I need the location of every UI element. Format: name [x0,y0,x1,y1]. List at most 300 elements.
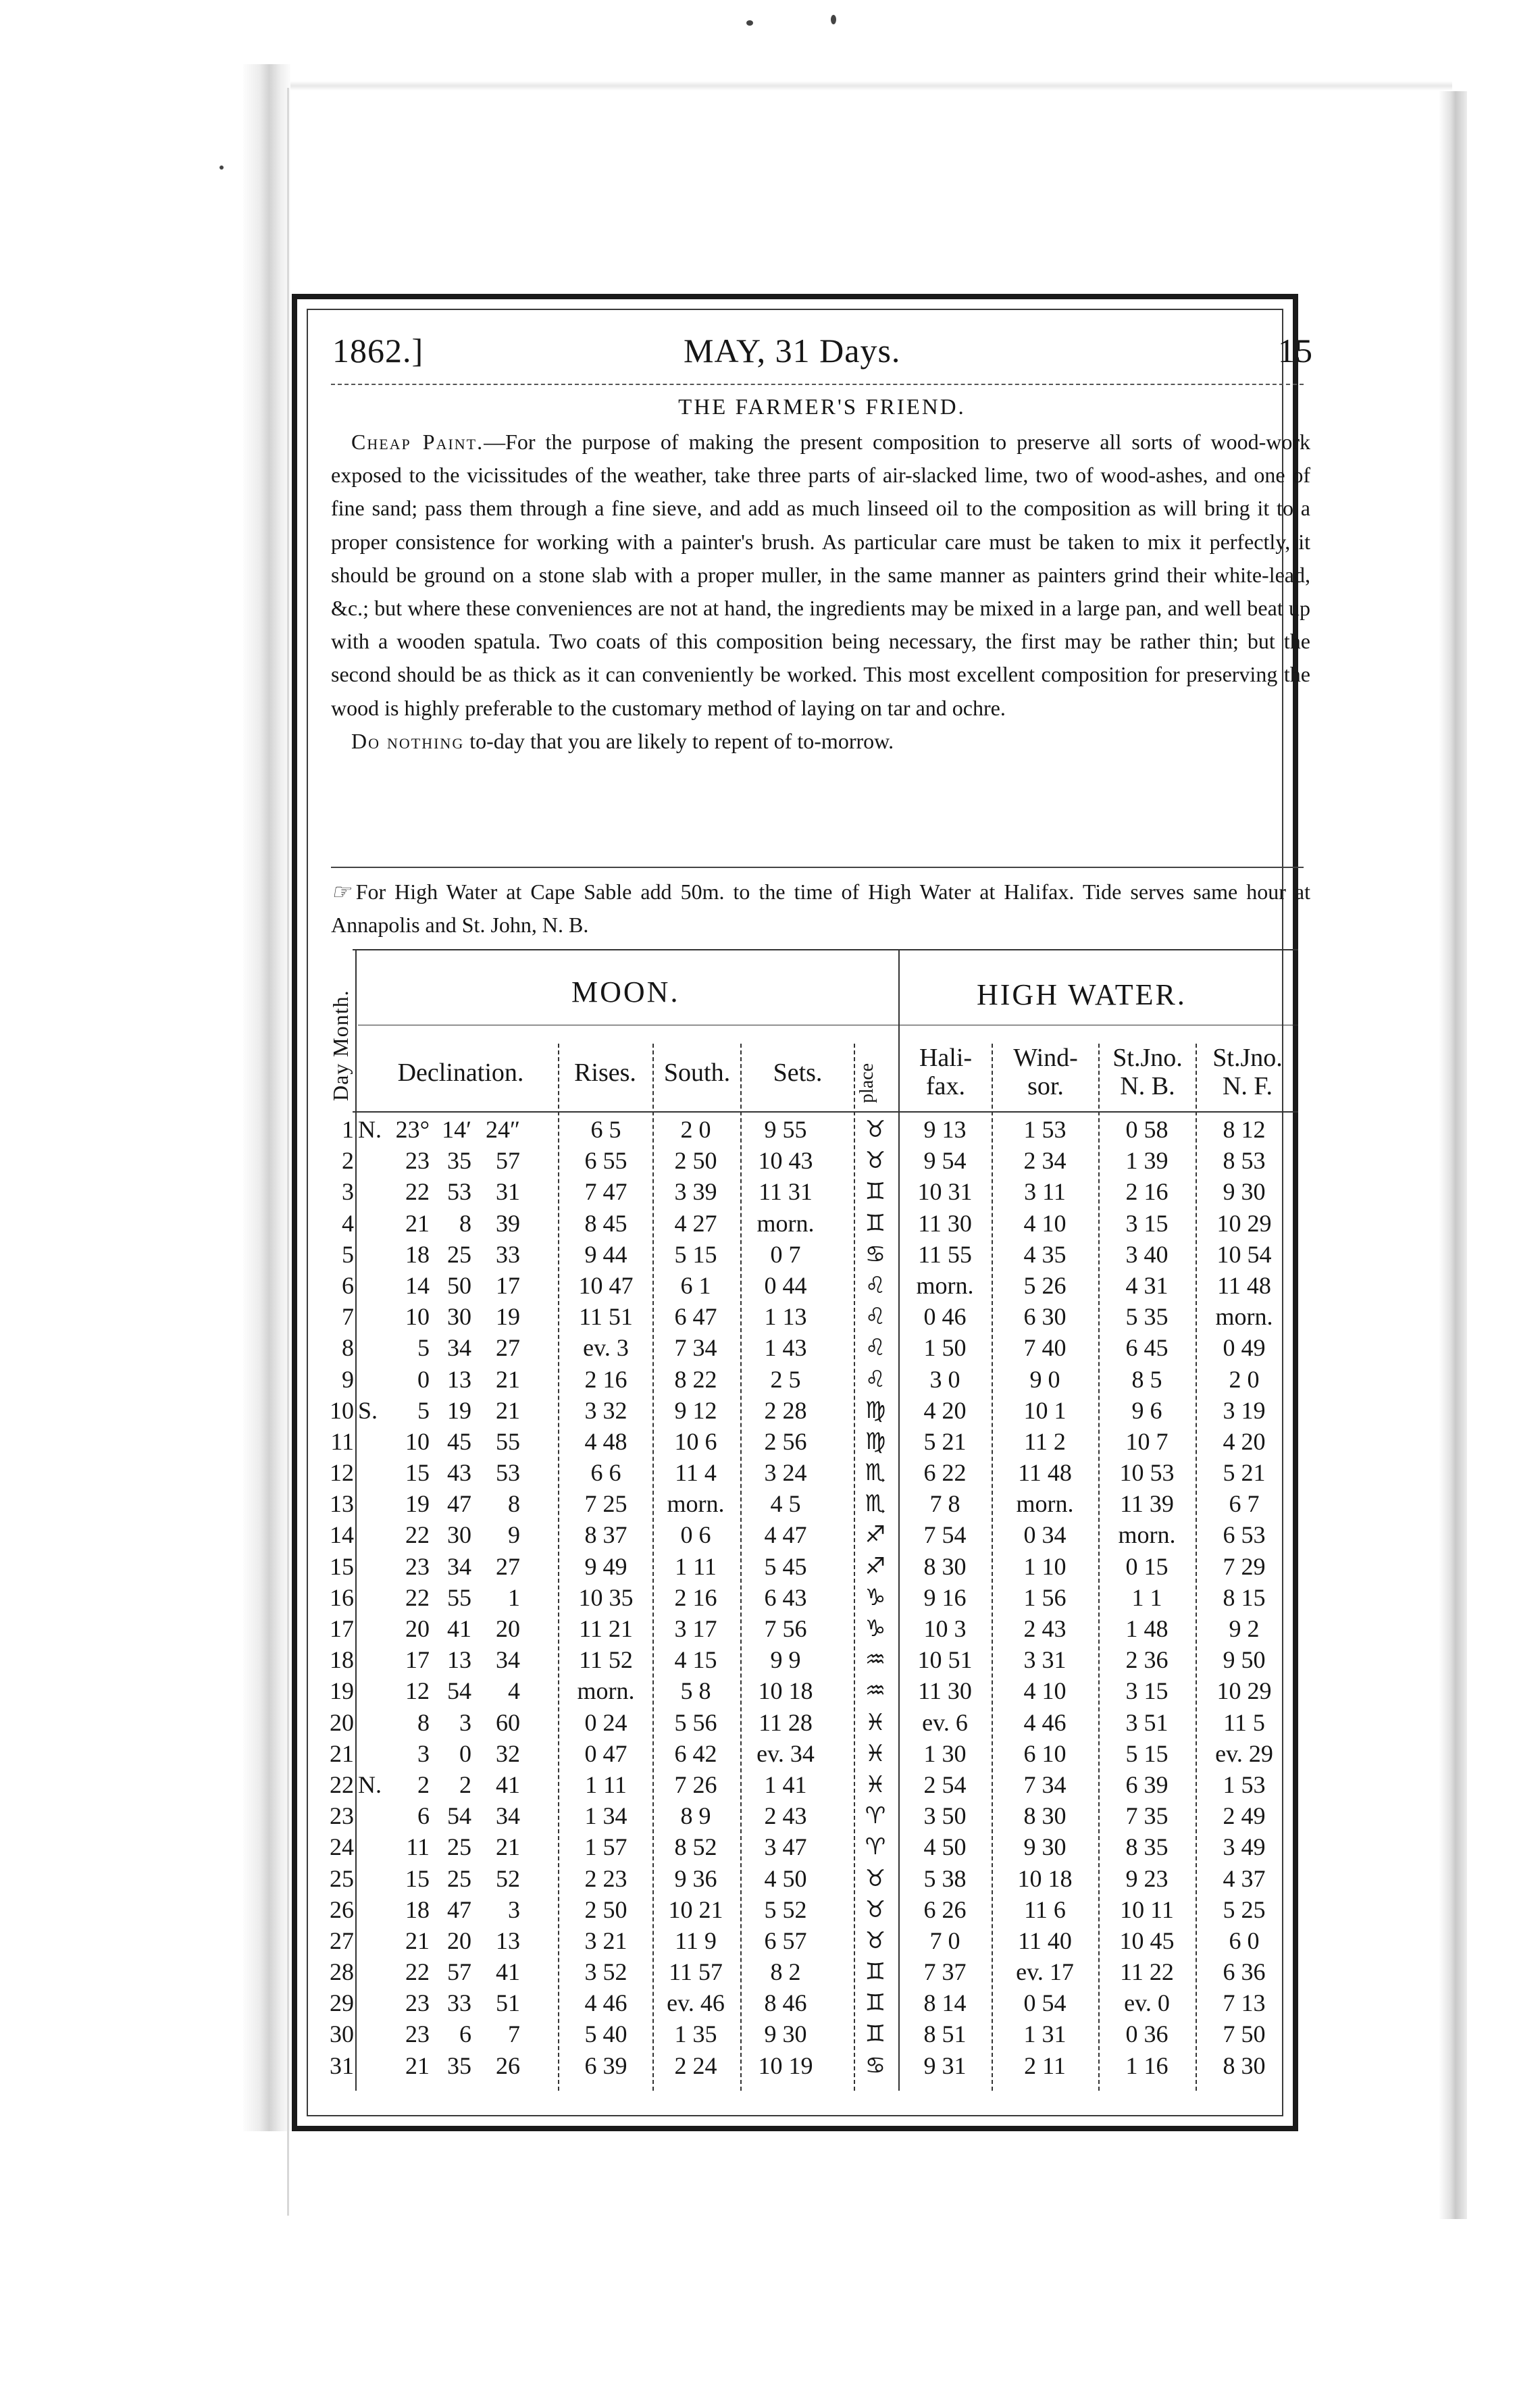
cell-deg: 12 [405,1677,430,1705]
cell-south: 8 9 [680,1802,711,1830]
article-text [331,426,1310,758]
cell-sec: 1 [508,1583,520,1611]
cell-deg: 8 [417,1708,430,1736]
cell-south: 5 56 [674,1708,717,1736]
cell-stjohn-nf: 11 48 [1217,1271,1271,1299]
cell-halifax: 7 8 [929,1490,960,1518]
cell-windsor: 1 31 [1023,2020,1067,2048]
south-header: South. [663,1059,731,1087]
cell-windsor: 9 0 [1029,1365,1060,1393]
cell-min: 14′ [442,1116,471,1143]
cell-deg: 23° [395,1116,430,1143]
cell-min: 13 [447,1646,471,1674]
cell-rises: 10 47 [578,1271,634,1299]
cell-deg: 22 [405,1958,430,1986]
cell-place: ♓ [865,1739,886,1767]
page-title: MAY, 31 Days. [684,332,901,370]
cell-halifax: 0 46 [923,1303,967,1331]
cell-deg: 18 [405,1240,430,1268]
table-row [326,1301,1318,1332]
cell-sets: 5 52 [764,1895,807,1923]
cell-stjohn-nf: 2 0 [1229,1365,1260,1393]
cell-min: 2 [459,1771,471,1798]
cell-south: morn. [667,1490,725,1518]
cell-halifax: 10 3 [923,1615,967,1642]
cell-min: 34 [447,1334,471,1362]
cell-halifax: 2 54 [923,1771,967,1798]
table-row [326,1239,1318,1270]
cell-rises: 6 6 [590,1459,621,1487]
cell-rises: 2 23 [584,1864,627,1892]
cell-windsor: 6 10 [1023,1739,1067,1767]
cell-deg: 3 [417,1739,430,1767]
cell-stjohn-nb: 4 31 [1125,1271,1169,1299]
place-header: place [856,1063,877,1103]
cell-sec: 39 [496,1209,520,1237]
cell-stjohn-nf: 2 49 [1223,1802,1266,1830]
cell-rises: 1 34 [584,1802,627,1830]
cell-halifax: 4 50 [923,1833,967,1861]
cell-windsor: 10 1 [1023,1396,1067,1424]
cell-deg: 14 [405,1271,430,1299]
cell-place: ♈ [865,1802,886,1830]
cell-place: ♒ [865,1646,886,1674]
cell-day: 29 [330,1989,354,2017]
cell-deg: 2 [417,1771,430,1798]
table-row [326,1332,1318,1363]
cell-rises: 6 5 [590,1116,621,1143]
cell-sec: 21 [496,1396,520,1424]
cell-rises: ev. 3 [583,1334,629,1362]
table-row [326,1738,1318,1769]
cell-deg: 11 [406,1833,430,1861]
cell-south: 11 4 [675,1459,717,1487]
cell-sets: 1 43 [764,1334,807,1362]
cell-rises: 2 50 [584,1895,627,1923]
cell-stjohn-nf: 6 53 [1223,1521,1266,1549]
cell-sets: 4 47 [764,1521,807,1549]
header-divider [331,384,1304,385]
cell-windsor: 1 56 [1023,1583,1067,1611]
cell-deg: 23 [405,1147,430,1175]
cell-stjohn-nf: 3 49 [1223,1833,1266,1861]
cell-min: 8 [459,1209,471,1237]
cell-day: 21 [330,1739,354,1767]
facing-page [0,68,257,2114]
cell-stjohn-nf: 9 2 [1229,1615,1260,1642]
cell-halifax: 11 30 [918,1209,972,1237]
cell-stjohn-nb: 10 53 [1119,1459,1175,1487]
cell-day: 27 [330,1927,354,1954]
cell-min: 25 [447,1864,471,1892]
cell-stjohn-nb: 8 5 [1131,1365,1162,1393]
cell-day: 31 [330,2052,354,2079]
table-row [326,1956,1318,1987]
cell-sec: 20 [496,1615,520,1642]
cell-day: 4 [342,1209,354,1237]
cell-place: ♊ [865,1178,886,1206]
cell-day: 10 [330,1396,354,1424]
cell-stjohn-nf: morn. [1215,1303,1273,1331]
cell-halifax: 11 55 [918,1240,972,1268]
moon-heading: MOON. [571,975,680,1009]
cell-deg: 21 [405,1209,430,1237]
cell-place: ♌ [865,1334,886,1362]
cell-south: 8 22 [674,1365,717,1393]
cell-sec: 51 [496,1989,520,2017]
cell-windsor: 3 11 [1024,1178,1066,1206]
cell-sets: 4 5 [770,1490,801,1518]
cell-day: 1 [342,1116,354,1143]
cell-sets: 6 43 [764,1583,807,1611]
cell-min: 34 [447,1552,471,1580]
cell-min: 55 [447,1583,471,1611]
tide-divider [331,867,1304,868]
cell-stjohn-nb: 6 45 [1125,1334,1169,1362]
table-row [326,1270,1318,1301]
cell-sec: 3 [508,1895,520,1923]
table-row [326,1364,1318,1395]
cell-south: 1 11 [675,1552,717,1580]
tide-note [331,875,1310,942]
cell-stjohn-nf: 8 53 [1223,1147,1266,1175]
cell-halifax: 5 21 [923,1427,967,1455]
cell-windsor: 10 18 [1017,1864,1073,1892]
cell-min: 35 [447,2052,471,2079]
table-row [326,1114,1318,1145]
cell-day: 19 [330,1677,354,1705]
maxim-lead: Do nothing [351,728,465,753]
cell-sets: 5 45 [764,1552,807,1580]
cell-sets: 8 2 [770,1958,801,1986]
cell-stjohn-nb: 1 16 [1125,2052,1169,2079]
cell-deg: 5 [417,1334,430,1362]
cell-south: 2 50 [674,1147,717,1175]
cell-stjohn-nb: 0 36 [1125,2020,1169,2048]
cell-windsor: 3 31 [1023,1646,1067,1674]
cell-stjohn-nf: 10 54 [1216,1240,1272,1268]
cell-place: ♉ [865,1147,886,1175]
cell-min: 53 [447,1178,471,1206]
cell-day: 18 [330,1646,354,1674]
maxim-body: to-day that you are likely to repent of to-morrow. [464,728,894,753]
cell-sets: morn. [756,1209,815,1237]
table-row [326,1145,1318,1176]
book-spine [243,64,290,2131]
cell-place: ♉ [865,1864,886,1892]
cell-halifax: 8 30 [923,1552,967,1580]
cell-stjohn-nf: 4 37 [1223,1864,1266,1892]
cell-rises: 9 49 [584,1552,627,1580]
cell-south: 7 34 [674,1334,717,1362]
cell-place: ♊ [865,1209,886,1237]
cell-halifax: 3 50 [923,1802,967,1830]
cell-min: 41 [447,1615,471,1642]
cell-halifax: 9 13 [923,1116,967,1143]
cell-windsor: 1 53 [1023,1116,1067,1143]
cell-min: 0 [459,1739,471,1767]
cell-sec: 4 [508,1677,520,1705]
cell-windsor: 11 40 [1018,1927,1072,1954]
table-row [326,1675,1318,1706]
cell-stjohn-nb: 5 15 [1125,1739,1169,1767]
cell-sec: 21 [496,1365,520,1393]
cell-sec: 27 [496,1334,520,1362]
cell-stjohn-nf: 6 0 [1229,1927,1260,1954]
table-row [326,1395,1318,1426]
cell-stjohn-nf: 10 29 [1216,1209,1272,1237]
cell-day: 22 [330,1771,354,1798]
cell-sets: 9 55 [764,1116,807,1143]
cell-sec: 60 [496,1708,520,1736]
stjohn-nb-header: St.Jno. N. B. [1112,1044,1183,1100]
cell-min: 13 [447,1365,471,1393]
cell-windsor: 2 11 [1024,2052,1066,2079]
cell-deg: 0 [417,1365,430,1393]
cell-day: 6 [342,1271,354,1299]
cell-south: 2 24 [674,2052,717,2079]
cell-halifax: 6 22 [923,1459,967,1487]
cell-stjohn-nf: 8 12 [1223,1116,1266,1143]
table-row [326,1769,1318,1800]
cell-stjohn-nb: 11 22 [1120,1958,1174,1986]
cell-stjohn-nb: 6 39 [1125,1771,1169,1798]
cell-sets: 10 43 [758,1147,813,1175]
cell-windsor: 5 26 [1023,1271,1067,1299]
cell-windsor: 0 34 [1023,1521,1067,1549]
cell-rises: 4 48 [584,1427,627,1455]
cell-halifax: 8 14 [923,1989,967,2017]
cell-stjohn-nf: 10 29 [1216,1677,1272,1705]
cell-min: 25 [447,1833,471,1861]
cell-place: ♉ [865,1927,886,1954]
cell-south: 5 15 [674,1240,717,1268]
cell-day: 15 [330,1552,354,1580]
cell-rises: 11 51 [579,1303,633,1331]
cell-rises: 7 47 [584,1178,627,1206]
cell-rises: 4 46 [584,1989,627,2017]
cell-windsor: 11 2 [1024,1427,1066,1455]
tide-note-text: For High Water at Cape Sable add 50m. to the time of High Water at Halifax. Tide serves same hour at Annapolis and St. John, N. B. [331,880,1310,937]
cell-min: 35 [447,1147,471,1175]
cell-sec: 52 [496,1864,520,1892]
cell-deg: 22 [405,1521,430,1549]
cell-min: 47 [447,1490,471,1518]
cell-deg: 23 [405,2020,430,2048]
cell-rises: 11 52 [579,1646,633,1674]
table-row [326,1644,1318,1675]
cell-windsor: 7 34 [1023,1771,1067,1798]
cell-sets: 0 7 [770,1240,801,1268]
cell-sets: 2 28 [764,1396,807,1424]
page-top-edge [290,81,1452,91]
table-row [326,1800,1318,1831]
cell-sec: 26 [496,2052,520,2079]
cell-stjohn-nb: 1 39 [1125,1147,1169,1175]
cell-sets: 2 43 [764,1802,807,1830]
cell-deg: 17 [405,1646,430,1674]
cell-halifax: ev. 6 [922,1708,968,1736]
maxim [331,725,1310,758]
cell-sec: 27 [496,1552,520,1580]
cell-south: 3 17 [674,1615,717,1642]
cell-windsor: morn. [1016,1490,1074,1518]
cell-stjohn-nb: 9 23 [1125,1864,1169,1892]
cell-stjohn-nb: 7 35 [1125,1802,1169,1830]
almanac-table [326,949,1318,2108]
cell-stjohn-nb: 10 11 [1120,1895,1174,1923]
stjohn-nf-header: St.Jno. N. F. [1212,1044,1283,1100]
cell-place: ♉ [865,1895,886,1923]
cell-stjohn-nf: 5 25 [1223,1895,1266,1923]
cell-sets: 8 46 [764,1989,807,2017]
cell-sets: 7 56 [764,1615,807,1642]
table-row [326,1987,1318,2018]
cell-place: ♊ [865,1989,886,2017]
cell-stjohn-nb: 2 36 [1125,1646,1169,1674]
cell-deg: 19 [405,1490,430,1518]
cell-place: ♊ [865,1958,886,1986]
cell-deg: 5 [417,1396,430,1424]
cell-windsor: 4 46 [1023,1708,1067,1736]
cell-stjohn-nf: 6 36 [1223,1958,1266,1986]
scan-speck [220,165,224,170]
cell-day: 14 [330,1521,354,1549]
cell-min: 50 [447,1271,471,1299]
gutter-line [287,88,289,2216]
cell-windsor: ev. 17 [1016,1958,1074,1986]
cell-south: 9 36 [674,1864,717,1892]
cell-stjohn-nf: 9 50 [1223,1646,1266,1674]
cell-deg: 10 [405,1427,430,1455]
article-paragraph [331,426,1310,725]
table-row [326,2050,1318,2081]
cell-halifax: 7 0 [929,1927,960,1954]
cell-rises: 2 16 [584,1365,627,1393]
cell-min: 30 [447,1521,471,1549]
cell-deg: 23 [405,1552,430,1580]
cell-windsor: 4 10 [1023,1209,1067,1237]
cell-day: 16 [330,1583,354,1611]
cell-halifax: 9 31 [923,2052,967,2079]
cell-halifax: 11 30 [918,1677,972,1705]
cell-halifax: morn. [916,1271,974,1299]
cell-stjohn-nb: ev. 0 [1124,1989,1170,2017]
cell-ns: N. [358,1771,382,1798]
cell-rises: 3 52 [584,1958,627,1986]
cell-south: 1 35 [674,2020,717,2048]
cell-sets: 10 18 [758,1677,813,1705]
cell-day: 28 [330,1958,354,1986]
cell-sets: 1 41 [764,1771,807,1798]
cell-sec: 34 [496,1802,520,1830]
cell-min: 19 [447,1396,471,1424]
cell-min: 43 [447,1459,471,1487]
cell-deg: 21 [405,1927,430,1954]
cell-rises: 1 57 [584,1833,627,1861]
cell-windsor: 7 40 [1023,1334,1067,1362]
cell-stjohn-nb: 3 15 [1125,1677,1169,1705]
cell-min: 45 [447,1427,471,1455]
cell-deg: 22 [405,1178,430,1206]
cell-deg: 22 [405,1583,430,1611]
cell-min: 54 [447,1677,471,1705]
cell-halifax: 7 54 [923,1521,967,1549]
cell-place: ♐ [865,1552,886,1580]
cell-place: ♋ [865,2052,886,2079]
cell-day: 5 [342,1240,354,1268]
cell-min: 6 [459,2020,471,2048]
year-label: 1862.] [332,332,424,370]
cell-rises: 3 21 [584,1927,627,1954]
cell-rises: 9 44 [584,1240,627,1268]
cell-halifax: 7 37 [923,1958,967,1986]
cell-sets: 9 30 [764,2020,807,2048]
cell-stjohn-nf: ev. 29 [1215,1739,1273,1767]
cell-windsor: 2 34 [1023,1147,1067,1175]
cell-sec: 24″ [486,1116,520,1143]
cell-rises: 11 21 [579,1615,633,1642]
cell-windsor: 1 10 [1023,1552,1067,1580]
cell-sets: 2 56 [764,1427,807,1455]
cell-place: ♌ [865,1271,886,1299]
header-bottom-rule [353,1111,1298,1113]
cell-place: ♏ [865,1459,886,1487]
halifax-header: Hali- fax. [919,1044,973,1100]
cell-deg: 21 [405,2052,430,2079]
cell-deg: 15 [405,1864,430,1892]
cell-stjohn-nb: 10 45 [1119,1927,1175,1954]
cell-sets: 10 19 [758,2052,813,2079]
cell-stjohn-nf: 7 13 [1223,1989,1266,2017]
cell-rises: 8 37 [584,1521,627,1549]
cell-sec: 9 [508,1521,520,1549]
cell-day: 8 [342,1334,354,1362]
high-water-heading: HIGH WATER. [977,978,1187,1011]
cell-day: 23 [330,1802,354,1830]
cell-ns: S. [358,1396,378,1424]
cell-windsor: 11 6 [1024,1895,1066,1923]
cell-south: 3 39 [674,1178,717,1206]
cell-sec: 7 [508,2020,520,2048]
cell-min: 25 [447,1240,471,1268]
cell-halifax: 10 31 [917,1178,973,1206]
cell-south: 2 16 [674,1583,717,1611]
cell-stjohn-nb: 0 58 [1125,1116,1169,1143]
cell-halifax: 10 51 [917,1646,973,1674]
cell-south: ev. 46 [667,1989,725,2017]
cell-deg: 10 [405,1303,430,1331]
cell-place: ♏ [865,1490,886,1518]
cell-sets: 1 13 [764,1303,807,1331]
cell-min: 54 [447,1802,471,1830]
cell-south: 9 12 [674,1396,717,1424]
cell-stjohn-nb: 2 16 [1125,1178,1169,1206]
cell-place: ♉ [865,1116,886,1143]
cell-stjohn-nf: 1 53 [1223,1771,1266,1798]
cell-place: ♌ [865,1303,886,1331]
cell-stjohn-nf: 5 21 [1223,1459,1266,1487]
table-row [326,2018,1318,2049]
cell-rises: 6 55 [584,1147,627,1175]
table-row [326,1426,1318,1457]
cell-day: 26 [330,1895,354,1923]
cell-sec: 57 [496,1147,520,1175]
cell-windsor: 11 48 [1018,1459,1072,1487]
cell-stjohn-nf: 0 49 [1223,1334,1266,1362]
cell-south: 8 52 [674,1833,717,1861]
cell-day: 11 [330,1427,354,1455]
